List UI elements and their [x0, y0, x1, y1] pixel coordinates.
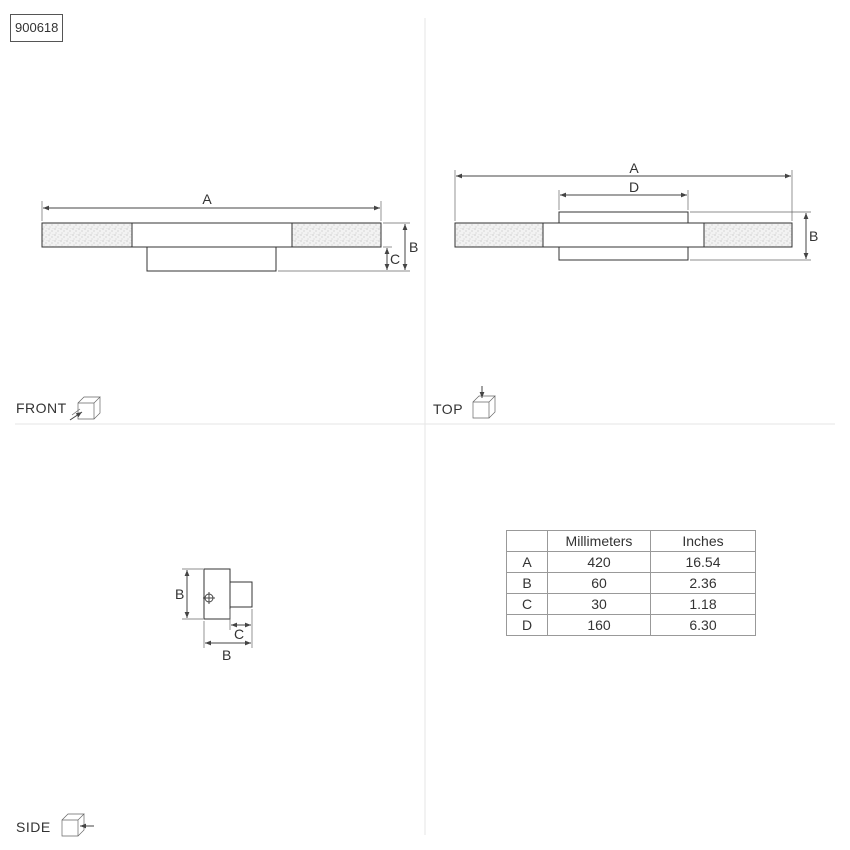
- table-header-millimeters: Millimeters: [548, 531, 651, 552]
- table-row: [507, 594, 756, 615]
- front-view-cube-icon: [70, 397, 100, 420]
- table-row: [507, 615, 756, 636]
- product-code: 900618: [10, 14, 63, 42]
- dimensions-table: [506, 530, 756, 636]
- row-in: 1.18: [651, 594, 756, 615]
- side-profile-base: [230, 582, 252, 607]
- side-dim-b-horizontal-label: B: [222, 647, 232, 663]
- row-in: 2.36: [651, 573, 756, 594]
- row-in: 16.54: [651, 552, 756, 573]
- top-view: [433, 160, 818, 418]
- top-diffuser-right: [704, 223, 792, 247]
- row-label: C: [507, 594, 548, 615]
- row-label: A: [507, 552, 548, 573]
- row-label: D: [507, 615, 548, 636]
- front-center-block: [132, 223, 292, 247]
- side-view-label: SIDE: [16, 819, 51, 835]
- top-dim-b-label: B: [809, 228, 819, 244]
- front-dim-c-label: C: [390, 251, 401, 267]
- top-center-block: [543, 223, 704, 247]
- table-header-blank: [507, 531, 548, 552]
- side-dim-b-vertical-label: B: [175, 586, 185, 602]
- row-mm: 30: [548, 594, 651, 615]
- row-mm: 160: [548, 615, 651, 636]
- side-view: [16, 569, 252, 836]
- side-dim-c-label: C: [234, 626, 245, 642]
- top-diffuser-left: [455, 223, 543, 247]
- top-dim-d-label: D: [628, 179, 640, 195]
- front-diffuser-right: [292, 223, 381, 247]
- table-header-row: [507, 531, 756, 552]
- front-view: [16, 191, 418, 420]
- table-header-inches: Inches: [651, 531, 756, 552]
- front-dim-b-label: B: [409, 239, 419, 255]
- top-view-cube-icon: [473, 386, 495, 418]
- row-label: B: [507, 573, 548, 594]
- row-in: 6.30: [651, 615, 756, 636]
- table-row: [507, 552, 756, 573]
- table-row: [507, 573, 756, 594]
- front-view-label: FRONT: [16, 400, 67, 416]
- front-diffuser-left: [42, 223, 132, 247]
- row-mm: 60: [548, 573, 651, 594]
- side-view-cube-icon: [62, 814, 94, 836]
- row-mm: 420: [548, 552, 651, 573]
- front-dim-a-label: A: [202, 191, 212, 207]
- front-mount-base: [147, 247, 276, 271]
- top-view-label: TOP: [433, 401, 464, 417]
- top-dim-a-label: A: [629, 160, 639, 176]
